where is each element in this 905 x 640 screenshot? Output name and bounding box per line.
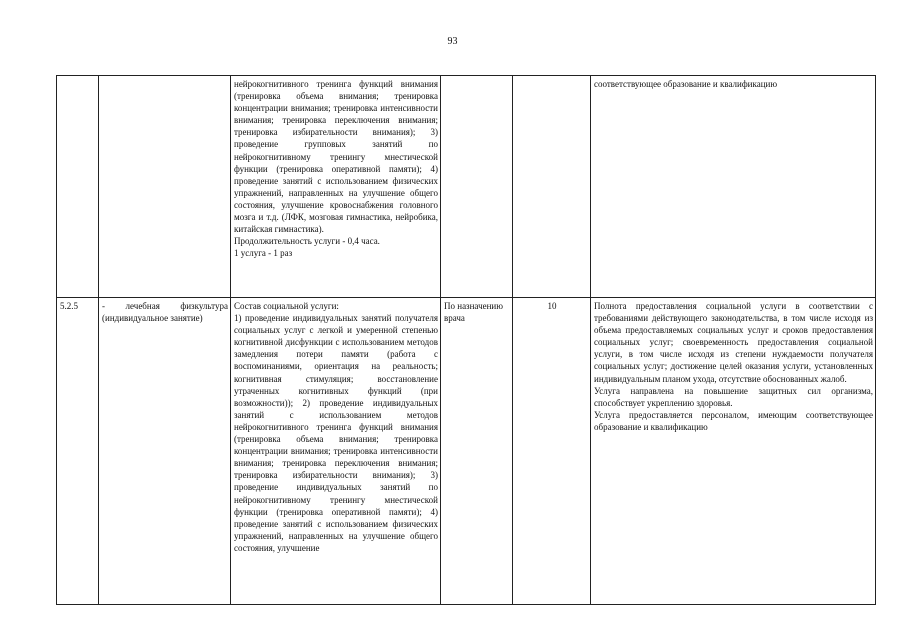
content-text: 1) проведение индивидуальных занятий получателя социальных услуг с легкой и умеренной степенью когнитивной дисфункции с использованием методов замедления потери памяти (работа с воспоминаниями, ориентация на реальность; когнитивная стимуляция; восстановление утраченных когнитивных функций (при возможности)); 2) проведение индивидуальных занятий с использованием методов нейрокогнитивного тренинга функций внимания (тренировка объема внимания; тренировка концентрации внимания; тренировка интенсивности внимания; тренировка переключения внимания; тренировка избирательности внимания); 3) проведение индивидуальных занятий по нейрокогнитивному тренингу мнестической функции (тренировка оперативной памяти); 4) проведение занятий с использованием физических упражнений, направленных на улучшение общего состояния, улучшение: [234, 313, 438, 553]
cell-number: [57, 76, 99, 298]
content-title: Состав социальной услуги:: [234, 301, 339, 311]
services-table: [56, 75, 876, 605]
page-number: 93: [447, 36, 458, 47]
cell-service-content: [231, 76, 441, 298]
cell-condition: [441, 76, 513, 298]
quality-text: Услуга предоставляется персоналом, имеющим соответствующее образование и квалификацию: [594, 409, 873, 432]
cell-service-name: - лечебная физкультура (индивидуальное занятие): [99, 298, 231, 605]
cell-service-name: [99, 76, 231, 298]
duration-text: Продолжительность услуги - 0,4 часа.: [234, 236, 380, 247]
cell-condition: По назначению врача: [441, 298, 513, 605]
cell-quality: соответствующее образование и квалификацию: [591, 76, 876, 298]
quality-text: Полнота предоставления социальной услуги в соответствии с требованиями действующего законодательства, в том числе исходя из объема предоставляемых социальных услуг и сроков предоставления социальных услуг; своевременность предоставления социальной услуги, в том числе исходя из степени нуждаемости получателя социальных услуг; достижение целей оказания услуги, установленных индивидуальным планом ухода, отсутствие обоснованных жалоб.: [594, 301, 873, 384]
quality-text: Услуга направлена на повышение защитных сил организма, способствует укреплению здоровья.: [594, 385, 873, 408]
cell-count: [513, 76, 591, 298]
frequency-text: 1 услуга - 1 раз: [234, 248, 293, 259]
cell-count: 10: [513, 298, 591, 605]
cell-quality: [591, 298, 876, 605]
table-row: [57, 76, 876, 298]
table-row: [57, 298, 876, 605]
cell-service-content: [231, 298, 441, 605]
cell-number: 5.2.5: [57, 298, 99, 605]
content-text: нейрокогнитивного тренинга функций внимания (тренировка объема внимания; тренировка концентрации внимания; тренировка интенсивности внимания; тренировка переключения внимания; тренировка избирательности внимания); 3) проведение групповых занятий по нейрокогнитивному тренингу мнестической функции (тренировка оперативной памяти); 4) проведение занятий с использованием физических упражнений, направленных на улучшение общего состояния, улучшение кровоснабжения головного мозга и т.д. (ЛФК, мозговая гимнастика, нейробика, китайская гимнастика).: [234, 79, 438, 235]
